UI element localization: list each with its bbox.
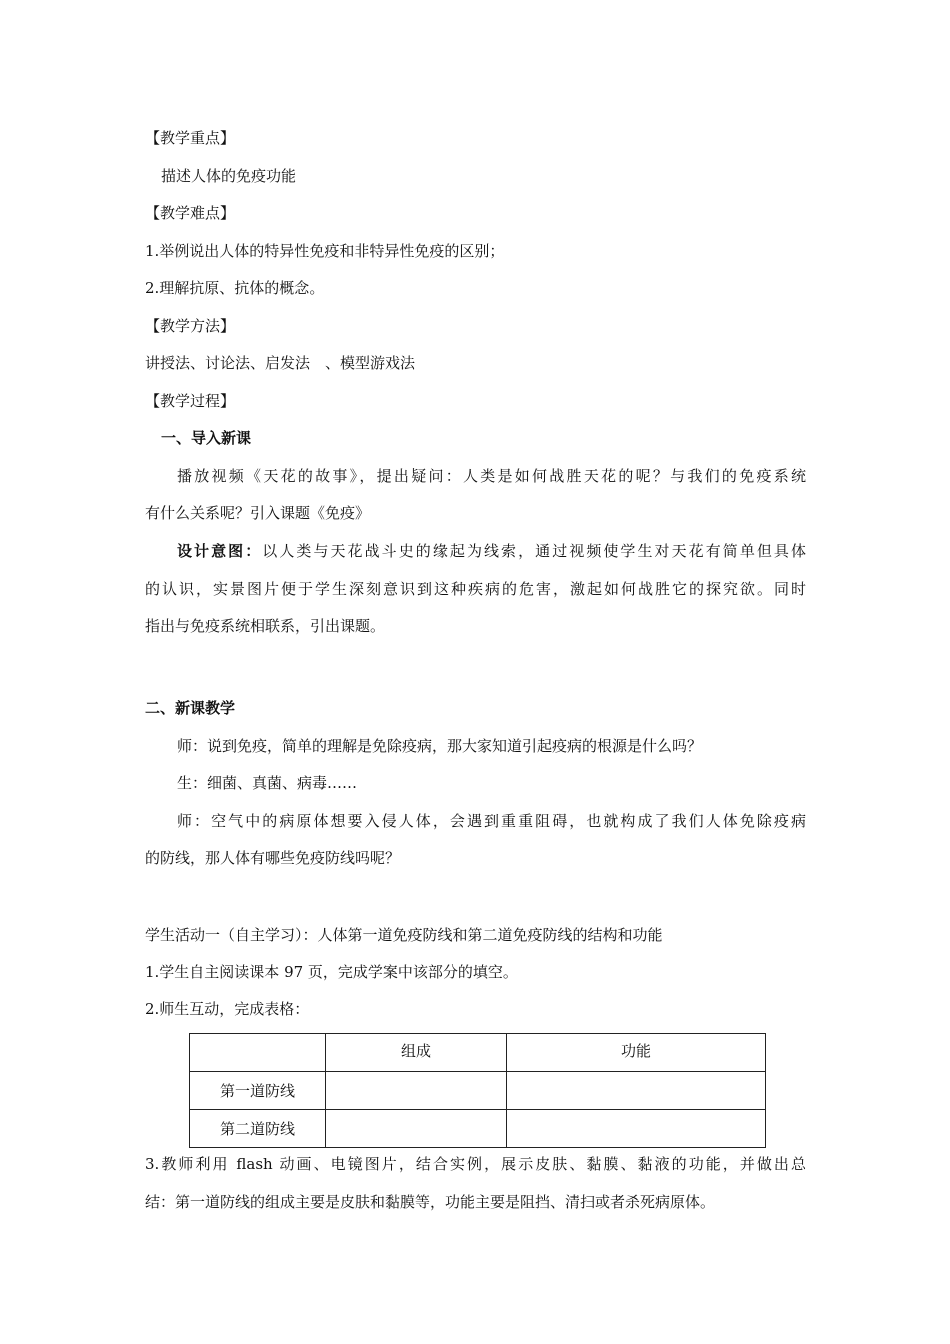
activity-step-1: 1.学生自主阅读课本 97 页，完成学案中该部分的填空。 [145, 963, 518, 981]
table-header-function: 功能 [507, 1034, 766, 1072]
key-point-heading: 【教学重点】 [145, 129, 236, 147]
defense-line-table [189, 1033, 766, 1148]
student-line-1: 生：细菌、真菌、病毒…… [177, 774, 358, 792]
difficulty-item-2: 2.理解抗原、抗体的概念。 [145, 279, 325, 297]
method-heading: 【教学方法】 [145, 317, 236, 335]
table-row [190, 1072, 766, 1110]
part1-title: 一、导入新课 [161, 429, 252, 447]
teacher-line-1: 师：说到免疫，简单的理解是免除疫病，那大家知道引起疫病的根源是什么吗？ [177, 737, 703, 755]
design-intent-line3: 指出与免疫系统相联系，引出课题。 [145, 617, 386, 635]
activity-step-3-line1: 3.教师利用 flash 动画、电镜图片，结合实例，展示皮肤、黏膜、黏液的功能，并做出总 [145, 1155, 806, 1173]
table-row [190, 1110, 766, 1148]
difficulty-item-1: 1.举例说出人体的特异性免疫和非特异性免疫的区别； [145, 242, 505, 260]
cell-first-function [507, 1072, 766, 1110]
table-header-composition: 组成 [326, 1034, 507, 1072]
cell-second-composition [326, 1110, 507, 1148]
design-intent-line1 [177, 541, 806, 561]
part1-paragraph-line2: 有什么关系呢？引入课题《免疫》 [145, 504, 371, 522]
teacher-line-2b: 的防线，那人体有哪些免疫防线吗呢？ [145, 849, 401, 867]
table-header-row [190, 1034, 766, 1072]
activity-title: 学生活动一（自主学习）：人体第一道免疫防线和第二道免疫防线的结构和功能 [145, 926, 663, 944]
table-header-cell-empty [190, 1034, 326, 1072]
cell-second-function [507, 1110, 766, 1148]
teacher-line-2a: 师：空气中的病原体想要入侵人体，会遇到重重阻碍，也就构成了我们人体免除疫病 [177, 812, 806, 830]
process-heading: 【教学过程】 [145, 392, 236, 410]
method-text: 讲授法、讨论法、启发法 、模型游戏法 [145, 354, 416, 372]
activity-step-3-line2: 结：第一道防线的组成主要是皮肤和黏膜等，功能主要是阻挡、清扫或者杀死病原体。 [145, 1193, 716, 1211]
part2-title: 二、新课教学 [145, 699, 236, 717]
row-label-second-line: 第二道防线 [190, 1110, 326, 1148]
key-point-text: 描述人体的免疫功能 [161, 167, 297, 185]
row-label-first-line: 第一道防线 [190, 1072, 326, 1110]
activity-step-2: 2.师生互动，完成表格： [145, 1000, 310, 1018]
part1-paragraph-line1: 播放视频《天花的故事》，提出疑问：人类是如何战胜天花的呢？与我们的免疫系统 [177, 467, 806, 485]
design-intent-text: 以人类与天花战斗史的缘起为线索，通过视频使学生对天花有简单但具体 [262, 542, 806, 560]
cell-first-composition [326, 1072, 507, 1110]
difficulty-heading: 【教学难点】 [145, 204, 236, 222]
design-intent-line2: 的认识，实景图片便于学生深刻意识到这种疾病的危害，激起如何战胜它的探究欲。同时 [145, 580, 806, 598]
design-intent-label: 设计意图： [177, 542, 263, 560]
